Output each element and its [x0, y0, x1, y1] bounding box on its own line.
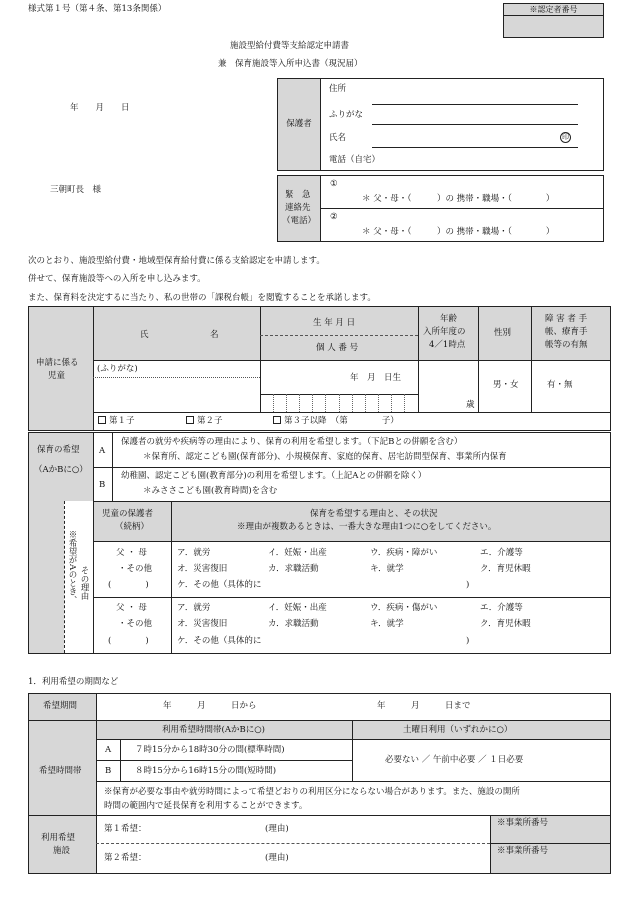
time-label: 希望時間帯	[39, 766, 82, 776]
relation-1-other[interactable]: ・その他	[118, 564, 153, 574]
order-third-child[interactable]: 第３子以降 （第 子）	[273, 416, 399, 427]
guardian-label: 保護者	[278, 79, 321, 170]
statement-3: また、保育料を決定するに当たり、私の世帯の「課税台帳」を閲覧することを承諾します。	[28, 293, 376, 303]
emergency-1-number: ①	[330, 179, 338, 189]
disability-value[interactable]: 有・無	[547, 380, 573, 390]
guardian-name-label: 氏名	[329, 133, 347, 143]
furigana-label: ふりがな	[329, 110, 364, 120]
option-b-mark[interactable]: B	[99, 480, 106, 490]
phone-label: 電話（自宅）	[329, 155, 381, 165]
reason-1-a[interactable]: ア．就労	[177, 548, 211, 558]
reason-1-ki[interactable]: キ．就学	[370, 564, 404, 574]
period-to[interactable]: 年 月 日まで	[377, 701, 471, 711]
relation-2-blank[interactable]: ( )	[108, 636, 149, 646]
office-number-1-label: ※事業所番号	[497, 818, 549, 828]
col-name-1: 氏	[140, 330, 149, 340]
section-1-heading: 1．利用希望の期間など	[28, 677, 119, 687]
relation-1-blank[interactable]: ( )	[108, 580, 149, 590]
care-wish-label: 保育の希望	[37, 445, 80, 455]
care-wish-sublabel: （AかBに○）	[34, 465, 88, 475]
checkbox[interactable]	[98, 416, 106, 424]
facility-label-1: 利用希望	[41, 833, 76, 843]
reason-1-ku[interactable]: ク．育児休暇	[480, 564, 531, 574]
period-label: 希望期間	[43, 701, 78, 711]
col-age-3: 4／1時点	[429, 340, 466, 350]
order-first-child[interactable]: 第１子	[98, 416, 135, 427]
address-line[interactable]	[372, 104, 578, 105]
form-number: 様式第１号（第４条、第13条関係）	[28, 4, 167, 14]
col-disability-3: 帳等の有無	[545, 340, 588, 350]
time-a-mark[interactable]: A	[105, 745, 112, 755]
reason-1-o[interactable]: オ．災害復旧	[177, 564, 228, 574]
relation-2-other[interactable]: ・その他	[118, 619, 153, 629]
child-label-1: 申請に係る	[36, 358, 79, 368]
period-from[interactable]: 年 月 日から	[163, 701, 257, 711]
time-note-2: 時間の範囲内で延長保育を利用することができます。	[104, 801, 308, 811]
reason-2-ki[interactable]: キ．就学	[370, 619, 404, 629]
option-a-text-1: 保護者の就労や疾病等の理由により、保育の利用を希望します。（下記Bとの併願を含む）	[121, 437, 463, 447]
option-a-mark[interactable]: A	[99, 446, 106, 456]
emergency-2-number: ②	[330, 212, 338, 222]
col-sex: 性別	[494, 328, 512, 338]
wish-2-label[interactable]: 第２希望：	[104, 853, 147, 863]
guardian-relation-head-2: （続柄）	[115, 522, 150, 532]
time-b-text: ８時15分から16時15分の間(短時間)	[135, 766, 277, 776]
reason-2-ke-close: )	[466, 636, 470, 646]
certification-number-field	[503, 15, 604, 38]
seal-mark: 印	[562, 133, 569, 142]
reason-2-e[interactable]: エ．介護等	[480, 603, 523, 613]
relation-1-parent[interactable]: 父 ・ 母	[116, 548, 147, 558]
time-b-mark[interactable]: B	[105, 766, 112, 776]
option-a-text-2: ＊保育所、認定こども園(保育部分)、小規模保育、家庭的保育、居宅訪問型保育、事業所内保育	[143, 452, 507, 462]
emergency-label-1: 緊 急	[285, 190, 311, 200]
wish-1-label[interactable]: 第１希望：	[104, 824, 147, 834]
address-label: 住所	[329, 84, 347, 94]
saturday-options[interactable]: 必要ない ／ 午前中必要 ／ １日必要	[385, 755, 524, 765]
reason-1-ke[interactable]: ケ．その他（具体的に	[177, 580, 262, 590]
col-name-2: 名	[210, 330, 219, 340]
relation-2-parent[interactable]: 父 ・ 母	[116, 603, 147, 613]
application-date[interactable]: 年 月 日	[70, 103, 130, 113]
reason-2-ku[interactable]: ク．育児休暇	[480, 619, 531, 629]
document-subtitle: 兼 保育施設等入所申込書（現況届）	[218, 59, 363, 69]
col-dob: 生 年 月 日	[313, 318, 356, 328]
reason-head-1: 保育を希望する理由と、その状況	[310, 509, 438, 519]
col-disability-2: 帳、療育手	[545, 327, 588, 337]
time-note-1: ※保育が必要な事由や就労時間によって希望どおりの利用区分にならない場合があります。また、施設の開所	[104, 787, 520, 797]
child-dob-value[interactable]: 年 月 日生	[350, 373, 402, 383]
reason-2-ka[interactable]: カ．求職活動	[268, 619, 319, 629]
reason-vertical-label-2: その理由	[79, 566, 89, 600]
wish-1-reason[interactable]: (理由)	[265, 824, 289, 834]
statement-2: 併せて、保育施設等への入所を申し込みます。	[28, 274, 206, 284]
reason-1-i[interactable]: イ．妊娠・出産	[268, 548, 327, 558]
reason-1-ke-close: )	[466, 580, 470, 590]
office-number-2-label: ※事業所番号	[497, 846, 549, 856]
child-label-2: 児童	[48, 371, 66, 381]
reason-1-ka[interactable]: カ．求職活動	[268, 564, 319, 574]
reason-1-u[interactable]: ウ．疾病・障がい	[370, 548, 438, 558]
option-b-text-1: 幼稚園、認定こども園(教育部分)の利用を希望します。（上記Aとの併願を除く）	[121, 471, 427, 481]
reason-1-e[interactable]: エ．介護等	[480, 548, 523, 558]
wish-2-reason[interactable]: (理由)	[265, 853, 289, 863]
time-head: 利用希望時間帯(AかBに○)	[162, 725, 265, 735]
reason-2-u[interactable]: ウ．疾病・傷がい	[370, 603, 438, 613]
reason-2-o[interactable]: オ．災害復旧	[177, 619, 228, 629]
reason-vertical-label-1: ※希望がAのとき、	[67, 530, 77, 605]
option-b-text-2: ＊みささこども園(教育時間)を含む	[143, 486, 278, 496]
addressee: 三朝町長 様	[50, 185, 102, 195]
col-age-2: 入所年度の	[423, 327, 466, 337]
reason-head-2: ※理由が複数あるときは、一番大きな理由1つに○をしてください。	[237, 522, 497, 532]
time-a-text: ７時15分から18時30分の間(標準時間)	[135, 745, 285, 755]
facility-label-2: 施設	[53, 846, 71, 856]
guardian-relation-head-1: 児童の保護者	[102, 509, 154, 519]
emergency-1-text[interactable]: ＊ 父・母・（ ）の 携帯・職場・（ ）	[362, 194, 555, 204]
emergency-label-3: （電話）	[282, 216, 317, 226]
emergency-2-text[interactable]: ＊ 父・母・（ ）の 携帯・職場・（ ）	[362, 227, 555, 237]
certification-number-label: ※認定者番号	[503, 3, 604, 16]
checkbox[interactable]	[273, 416, 281, 424]
col-id: 個 人 番 号	[316, 343, 359, 353]
reason-2-a[interactable]: ア．就労	[177, 603, 211, 613]
furigana-line[interactable]	[372, 124, 578, 125]
col-disability-1: 障 害 者 手	[545, 314, 588, 324]
col-age-1: 年齢	[440, 314, 458, 324]
document-title: 施設型給付費等支給認定申請書	[230, 41, 350, 51]
reason-2-ke[interactable]: ケ．その他（具体的に	[177, 636, 262, 646]
statement-1: 次のとおり、施設型給付費・地域型保育給付費に係る支給認定を申請します。	[28, 256, 325, 266]
age-unit: 歳	[466, 400, 475, 410]
checkbox[interactable]	[186, 416, 194, 424]
child-furigana[interactable]: (ふりがな)	[97, 364, 138, 374]
reason-2-i[interactable]: イ．妊娠・出産	[268, 603, 327, 613]
saturday-head: 土曜日利用（いずれかに○）	[403, 725, 513, 735]
order-second-child[interactable]: 第２子	[186, 416, 223, 427]
sex-value[interactable]: 男・女	[493, 380, 519, 390]
emergency-label-2: 連絡先	[285, 203, 311, 213]
personal-number-boxes[interactable]	[260, 394, 418, 412]
name-line[interactable]	[372, 147, 578, 148]
